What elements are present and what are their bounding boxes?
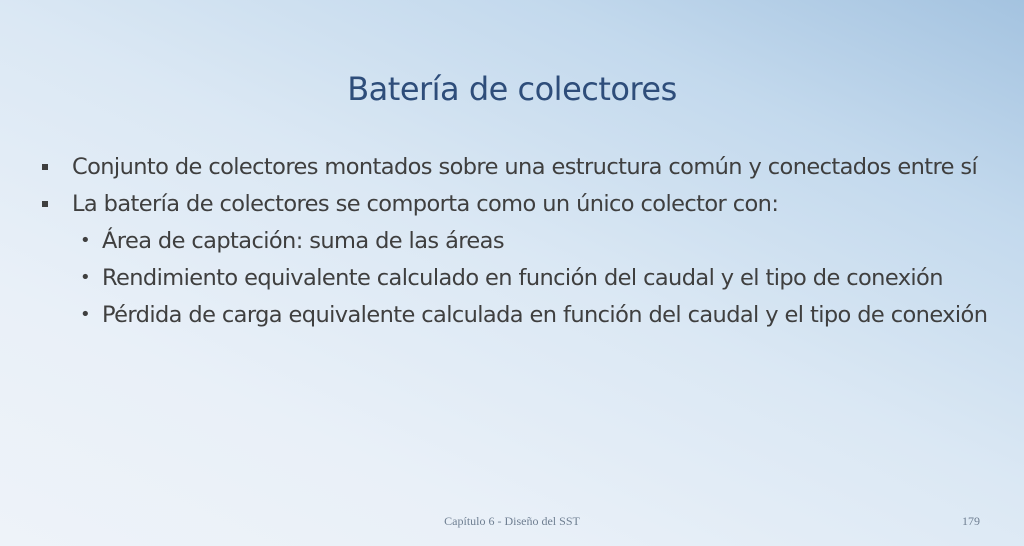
square-bullet-icon (42, 201, 48, 207)
bullet-text: La batería de colectores se comporta como un único colector con: (72, 191, 779, 217)
bullet-text: Conjunto de colectores montados sobre una estructura común y conectados entre sí (72, 154, 978, 180)
round-bullet-icon: • (80, 304, 91, 325)
bullet-text: Pérdida de carga equivalente calculada en función del caudal y el tipo de conexión (102, 302, 988, 328)
footer-text: Capítulo 6 - Diseño del SST (444, 514, 580, 528)
page-number: 179 (962, 514, 980, 528)
sub-bullet-item (40, 300, 990, 330)
bullet-text: Rendimiento equivalente calculado en función del caudal y el tipo de conexión (102, 265, 943, 291)
slide-title: Batería de colectores (347, 70, 677, 108)
round-bullet-icon: • (80, 230, 91, 251)
square-bullet-icon (42, 164, 48, 170)
sub-bullet-item (40, 263, 990, 293)
bullet-item (40, 189, 990, 219)
round-bullet-icon: • (80, 267, 91, 288)
bullet-text: Área de captación: suma de las áreas (102, 228, 504, 254)
bullet-list (40, 152, 990, 337)
sub-bullet-item (40, 226, 990, 256)
bullet-item (40, 152, 990, 182)
